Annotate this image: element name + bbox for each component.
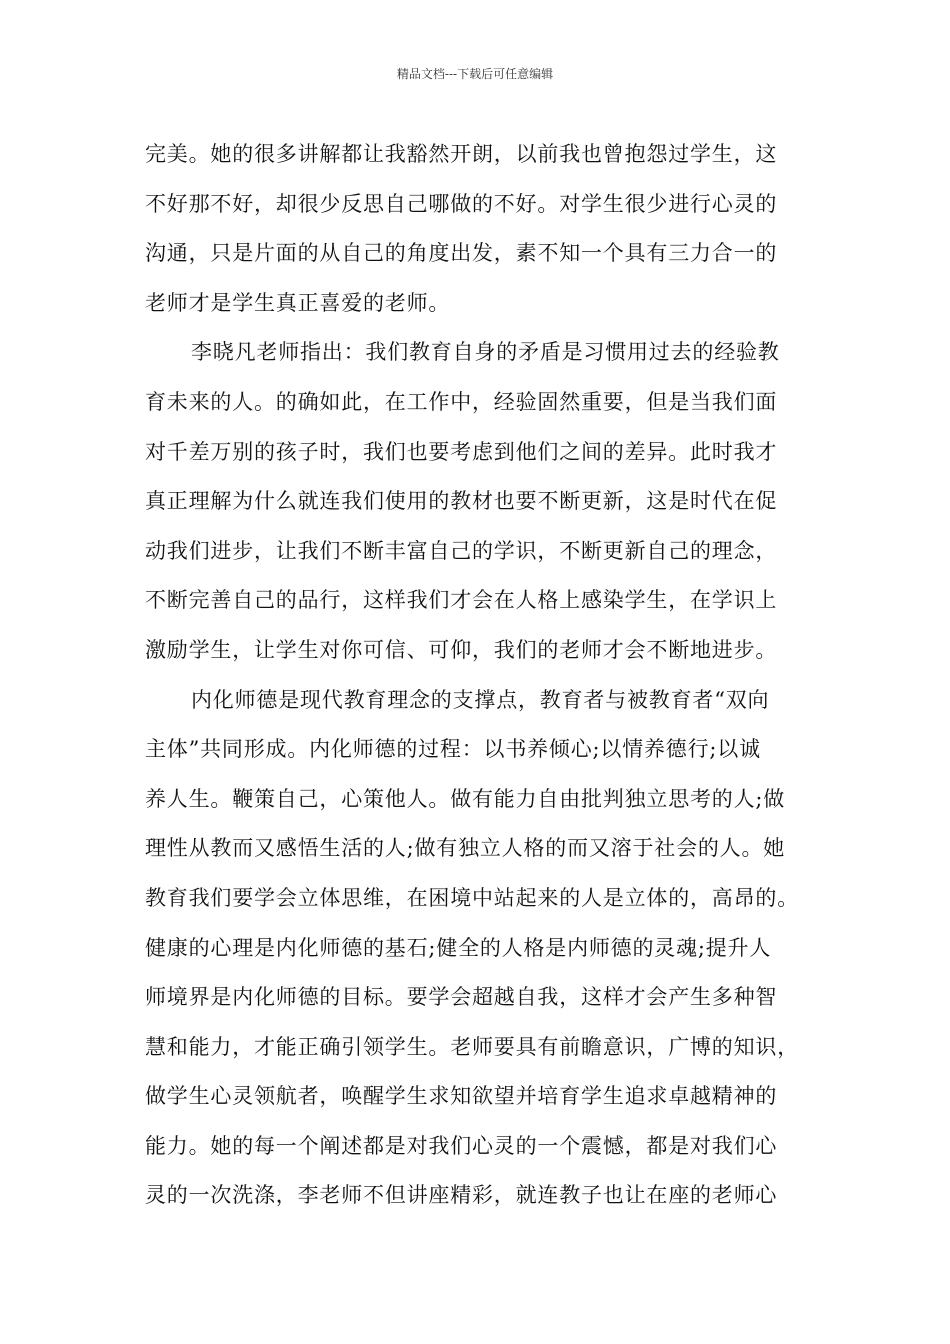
text-line: 真正理解为什么就连我们使用的教材也要不断更新，这是时代在促 (145, 489, 778, 514)
text-line: 激励学生，让学生对你可信、可仰，我们的老师才会不断地进步。 (145, 637, 778, 662)
text-line: 能力。她的每一个阐述都是对我们心灵的一个震憾，都是对我们心 (145, 1133, 778, 1158)
text-line: 做学生心灵领航者，唤醒学生求知欲望并培育学生追求卓越精神的 (145, 1084, 778, 1109)
text-line: 主体”共同形成。内化师德的过程：以书养倾心;以情养德行;以诚 (145, 737, 761, 762)
text-line: 理性从教而又感悟生活的人;做有独立人格的而又溶于社会的人。她 (145, 836, 786, 861)
text-line: 教育我们要学会立体思维，在困境中站起来的人是立体的，高昂的。 (145, 885, 799, 910)
document-body (145, 130, 815, 1221)
text-line: 养人生。鞭策自己，心策他人。做有能力自由批判独立思考的人;做 (145, 786, 786, 811)
text-line: 不断完善自己的品行，这样我们才会在人格上感染学生，在学识上 (145, 588, 778, 613)
text-line: 灵的一次洗涤，李老师不但讲座精彩，就连教子也让在座的老师心 (145, 1183, 778, 1208)
text-line: 老师才是学生真正喜爱的老师。 (145, 290, 451, 315)
text-line: 对千差万别的孩子时，我们也要考虑到他们之间的差异。此时我才 (145, 439, 778, 464)
text-line: 完美。她的很多讲解都让我豁然开朗，以前我也曾抱怨过学生，这 (145, 142, 778, 166)
text-line: 不好那不好，却很少反思自己哪做的不好。对学生很少进行心灵的 (145, 191, 778, 216)
text-line: 慧和能力，才能正确引领学生。老师要具有前瞻意识，广博的知识， (145, 1034, 799, 1059)
paragraph-start-line: 内化师德是现代教育理念的支撑点，教育者与被教育者“双向 (191, 687, 770, 712)
page-header: 精品文档---下载后可任意编辑 (396, 67, 554, 81)
text-line: 师境界是内化师德的目标。要学会超越自我，这样才会产生多种智 (145, 985, 778, 1010)
paragraph-start-line: 李晓凡老师指出：我们教育自身的矛盾是习惯用过去的经验教 (191, 340, 780, 365)
text-line: 育未来的人。的确如此，在工作中，经验固然重要，但是当我们面 (145, 389, 778, 414)
text-line: 健康的心理是内化师德的基石;健全的人格是内师德的灵魂;提升人 (145, 935, 772, 960)
text-line: 动我们进步，让我们不断丰富自己的学识，不断更新自己的理念， (145, 538, 778, 563)
text-line: 沟通，只是片面的从自己的角度出发，素不知一个具有三力合一的 (145, 241, 778, 266)
